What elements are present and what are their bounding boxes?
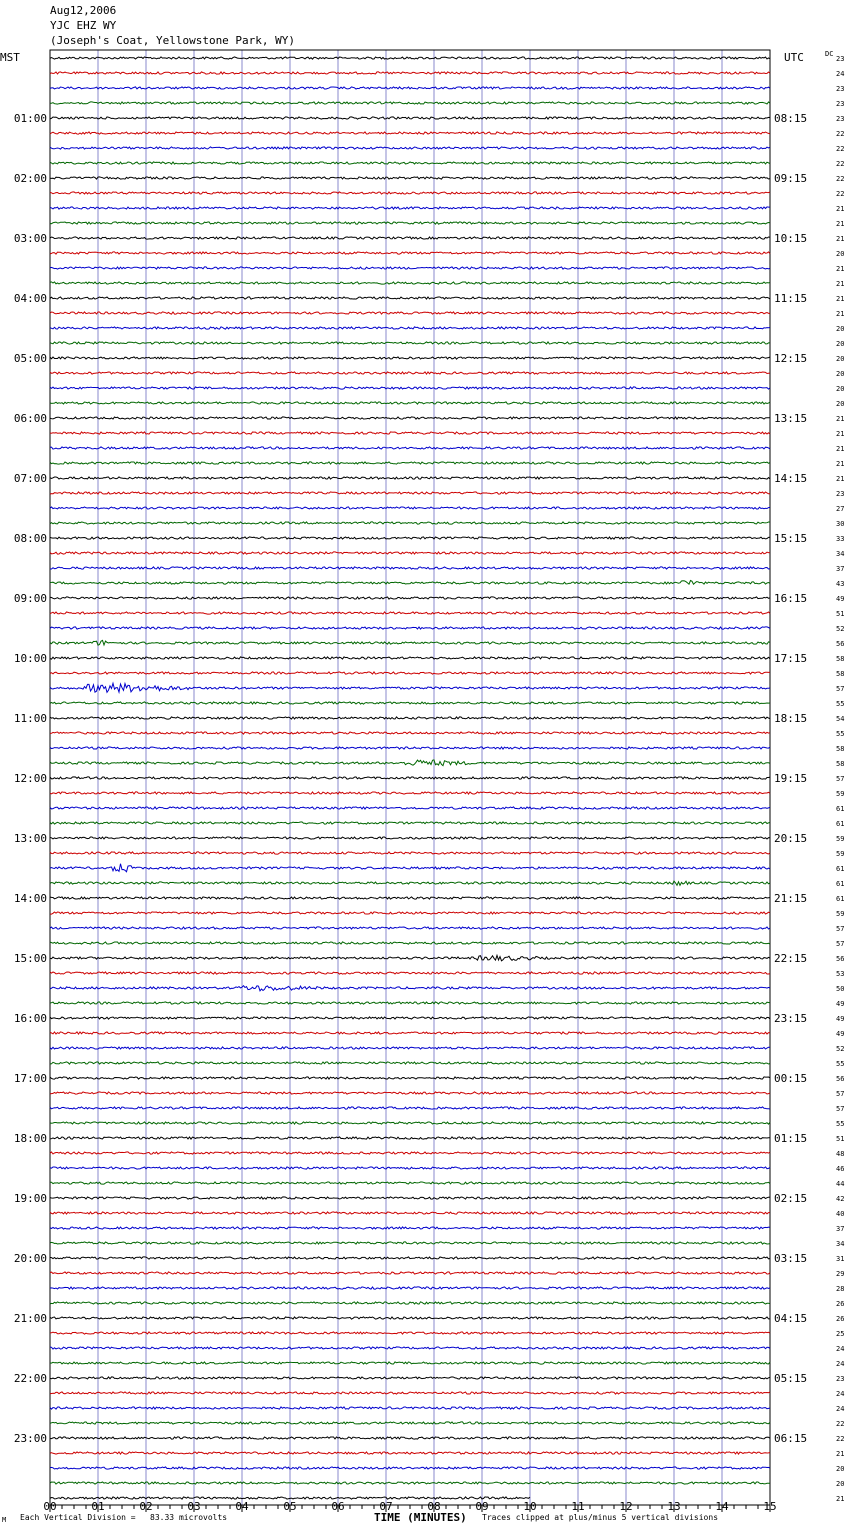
dc-offset-label: 49 xyxy=(836,1030,845,1038)
dc-offset-label: 20 xyxy=(836,250,845,258)
left-hour-label: 04:00 xyxy=(13,292,47,305)
seismic-trace xyxy=(50,777,770,779)
seismic-trace xyxy=(50,581,770,585)
seismic-trace xyxy=(50,702,770,704)
dc-offset-label: 56 xyxy=(836,1075,845,1083)
left-timezone-label: MST xyxy=(0,51,20,64)
dc-offset-label: 56 xyxy=(836,955,845,963)
dc-offset-label: 24 xyxy=(836,1345,845,1353)
station-code: YJC EHZ WY xyxy=(50,19,117,32)
seismic-trace xyxy=(50,267,770,269)
right-hour-label: 23:15 xyxy=(774,1012,808,1025)
dc-offset-label: 57 xyxy=(836,685,845,693)
dc-offset-label: 31 xyxy=(836,1255,845,1263)
dc-offset-label: 21 xyxy=(836,280,845,288)
seismic-trace xyxy=(50,522,770,524)
seismic-trace xyxy=(50,717,770,719)
dc-offset-label: 40 xyxy=(836,1210,845,1218)
seismic-trace xyxy=(50,1032,770,1034)
x-tick-label: 08 xyxy=(427,1500,441,1513)
dc-offset-label: 20 xyxy=(836,340,845,348)
right-hour-label: 21:15 xyxy=(774,892,808,905)
right-hour-label: 09:15 xyxy=(774,172,808,185)
seismic-trace xyxy=(50,732,770,734)
x-tick-label: 02 xyxy=(139,1500,153,1513)
seismic-trace xyxy=(50,807,770,809)
dc-offset-label: 23 xyxy=(836,490,845,498)
seismic-trace xyxy=(50,102,770,104)
left-hour-label: 18:00 xyxy=(13,1132,47,1145)
dc-offset-label: 57 xyxy=(836,1105,845,1113)
dc-offset-label: 51 xyxy=(836,1135,845,1143)
dc-offset-label: 21 xyxy=(836,1450,845,1458)
dc-offset-label: 23 xyxy=(836,85,845,93)
dc-offset-label: 54 xyxy=(836,715,845,723)
right-hour-label: 04:15 xyxy=(774,1312,808,1325)
seismic-trace xyxy=(50,672,770,674)
seismic-trace xyxy=(50,192,770,194)
dc-offset-label: 22 xyxy=(836,145,845,153)
seismic-trace xyxy=(50,252,770,254)
x-tick-label: 06 xyxy=(331,1500,345,1513)
seismic-trace xyxy=(50,1377,770,1379)
seismic-trace xyxy=(50,57,770,59)
left-hour-label: 09:00 xyxy=(13,592,47,605)
seismic-trace xyxy=(50,1077,770,1079)
seismic-trace xyxy=(50,897,770,899)
seismic-trace xyxy=(50,162,770,164)
seismic-trace xyxy=(50,1362,770,1364)
x-tick-label: 03 xyxy=(187,1500,201,1513)
dc-offset-label: 57 xyxy=(836,925,845,933)
left-hour-label: 03:00 xyxy=(13,232,47,245)
left-hour-label: 22:00 xyxy=(13,1372,47,1385)
dc-offset-label: 61 xyxy=(836,865,845,873)
seismic-trace xyxy=(50,552,770,554)
left-hour-label: 05:00 xyxy=(13,352,47,365)
seismic-trace xyxy=(50,462,770,464)
seismic-trace xyxy=(50,864,770,872)
dc-offset-label: 52 xyxy=(836,1045,845,1053)
dc-offset-label: 37 xyxy=(836,565,845,573)
dc-offset-label: 61 xyxy=(836,895,845,903)
right-hour-label: 17:15 xyxy=(774,652,808,665)
seismic-trace xyxy=(50,1332,770,1334)
seismic-trace xyxy=(50,1392,770,1394)
right-hour-label: 00:15 xyxy=(774,1072,808,1085)
left-hour-label: 16:00 xyxy=(13,1012,47,1025)
dc-offset-label: 33 xyxy=(836,535,845,543)
left-hour-label: 14:00 xyxy=(13,892,47,905)
dc-offset-label: 24 xyxy=(836,1360,845,1368)
seismic-trace xyxy=(50,1407,770,1409)
dc-offset-label: 58 xyxy=(836,745,845,753)
dc-offset-label: 51 xyxy=(836,610,845,618)
right-hour-label: 02:15 xyxy=(774,1192,808,1205)
left-hour-label: 23:00 xyxy=(13,1432,47,1445)
seismic-trace xyxy=(50,1437,770,1439)
right-hour-label: 19:15 xyxy=(774,772,808,785)
dc-offset-label: 21 xyxy=(836,220,845,228)
dc-offset-label: 20 xyxy=(836,325,845,333)
x-tick-label: 13 xyxy=(667,1500,681,1513)
dc-offset-label: 25 xyxy=(836,1330,845,1338)
seismic-trace xyxy=(50,372,770,374)
left-hour-label: 01:00 xyxy=(13,112,47,125)
dc-offset-label: 28 xyxy=(836,1285,845,1293)
seismic-trace xyxy=(50,1167,770,1169)
dc-offset-label: 22 xyxy=(836,1435,845,1443)
seismic-trace xyxy=(50,927,770,929)
seismic-trace xyxy=(50,432,770,434)
dc-offset-label: 23 xyxy=(836,1375,845,1383)
dc-offset-label: 34 xyxy=(836,550,845,558)
seismic-trace xyxy=(50,1317,770,1319)
right-hour-label: 18:15 xyxy=(774,712,808,725)
dc-offset-label: 24 xyxy=(836,1390,845,1398)
seismic-trace xyxy=(50,117,770,119)
seismic-trace xyxy=(50,1197,770,1199)
dc-offset-label: 49 xyxy=(836,595,845,603)
seismic-trace xyxy=(50,207,770,209)
dc-offset-label: 26 xyxy=(836,1300,845,1308)
seismic-trace xyxy=(50,972,770,974)
dc-offset-label: 59 xyxy=(836,850,845,858)
dc-offset-label: 20 xyxy=(836,1465,845,1473)
seismic-trace xyxy=(50,447,770,449)
dc-offset-label: 29 xyxy=(836,1270,845,1278)
dc-offset-label: 52 xyxy=(836,625,845,633)
seismic-trace xyxy=(50,237,770,239)
seismic-trace xyxy=(50,760,770,766)
seismic-trace xyxy=(50,87,770,89)
dc-offset-label: 21 xyxy=(836,460,845,468)
dc-offset-label: 37 xyxy=(836,1225,845,1233)
seismic-trace xyxy=(50,1482,770,1484)
seismic-trace xyxy=(50,640,770,645)
seismic-trace xyxy=(50,1137,770,1139)
dc-offset-label: 22 xyxy=(836,130,845,138)
vertical-division-note: Each Vertical Division = 83.33 microvolts xyxy=(20,1513,228,1522)
seismic-trace xyxy=(50,387,770,389)
left-hour-label: 13:00 xyxy=(13,832,47,845)
seismic-trace xyxy=(50,312,770,314)
x-tick-label: 10 xyxy=(523,1500,537,1513)
seismic-trace xyxy=(50,417,770,419)
left-hour-label: 12:00 xyxy=(13,772,47,785)
right-timezone-label: UTC xyxy=(784,51,804,64)
right-hour-label: 11:15 xyxy=(774,292,808,305)
left-hour-label: 02:00 xyxy=(13,172,47,185)
left-hour-label: 19:00 xyxy=(13,1192,47,1205)
seismic-trace xyxy=(50,342,770,344)
seismic-trace xyxy=(50,1227,770,1229)
dc-offset-label: 22 xyxy=(836,160,845,168)
x-tick-label: 09 xyxy=(475,1500,489,1513)
seismic-trace xyxy=(50,1017,770,1019)
dc-offset-label: 24 xyxy=(836,1405,845,1413)
seismic-trace xyxy=(50,1287,770,1289)
seismic-trace xyxy=(50,837,770,839)
seismic-trace xyxy=(50,1122,770,1124)
dc-offset-label: 61 xyxy=(836,880,845,888)
seismic-trace xyxy=(50,612,770,614)
seismic-trace xyxy=(50,72,770,74)
seismic-trace xyxy=(50,1347,770,1349)
seismic-trace xyxy=(50,477,770,479)
dc-offset-label: 24 xyxy=(836,70,845,78)
dc-offset-label: 57 xyxy=(836,1090,845,1098)
seismic-trace xyxy=(50,1272,770,1274)
right-hour-label: 10:15 xyxy=(774,232,808,245)
dc-offset-label: 55 xyxy=(836,700,845,708)
seismic-trace xyxy=(50,822,770,824)
x-tick-label: 01 xyxy=(91,1500,105,1513)
dc-header-label: DC xyxy=(825,50,834,58)
right-hour-label: 14:15 xyxy=(774,472,808,485)
seismic-trace xyxy=(50,657,770,659)
seismic-trace xyxy=(50,1107,770,1109)
dc-offset-label: 20 xyxy=(836,385,845,393)
seismic-trace xyxy=(50,567,770,569)
left-hour-label: 10:00 xyxy=(13,652,47,665)
seismic-trace xyxy=(50,1302,770,1304)
seismic-trace xyxy=(50,792,770,794)
seismic-trace xyxy=(50,177,770,179)
clip-note: Traces clipped at plus/minus 5 vertical divisions xyxy=(482,1513,719,1522)
dc-offset-label: 58 xyxy=(836,760,845,768)
x-axis-title: TIME (MINUTES) xyxy=(374,1511,467,1524)
dc-offset-label: 21 xyxy=(836,1495,845,1503)
left-hour-label: 07:00 xyxy=(13,472,47,485)
seismic-trace xyxy=(50,507,770,509)
dc-offset-label: 23 xyxy=(836,115,845,123)
seismic-trace xyxy=(50,1242,770,1244)
right-hour-label: 12:15 xyxy=(774,352,808,365)
dc-offset-label: 50 xyxy=(836,985,845,993)
seismic-trace xyxy=(50,747,770,749)
seismic-trace xyxy=(50,282,770,284)
seismic-trace xyxy=(50,1467,770,1469)
right-hour-label: 13:15 xyxy=(774,412,808,425)
dc-offset-label: 42 xyxy=(836,1195,845,1203)
dc-offset-label: 20 xyxy=(836,355,845,363)
left-hour-label: 06:00 xyxy=(13,412,47,425)
seismic-trace xyxy=(50,986,770,991)
right-hour-label: 03:15 xyxy=(774,1252,808,1265)
dc-offset-label: 53 xyxy=(836,970,845,978)
seismic-trace xyxy=(50,1257,770,1259)
left-hour-label: 20:00 xyxy=(13,1252,47,1265)
seismic-trace xyxy=(50,492,770,494)
dc-offset-label: 20 xyxy=(836,1480,845,1488)
dc-offset-label: 26 xyxy=(836,1315,845,1323)
dc-offset-label: 34 xyxy=(836,1240,845,1248)
dc-offset-label: 23 xyxy=(836,100,845,108)
seismic-trace xyxy=(50,683,770,692)
seismic-trace xyxy=(50,357,770,359)
dc-offset-label: 20 xyxy=(836,370,845,378)
seismic-trace xyxy=(50,327,770,329)
dc-offset-label: 22 xyxy=(836,1420,845,1428)
station-location: (Joseph's Coat, Yellowstone Park, WY) xyxy=(50,34,296,47)
seismic-trace xyxy=(50,627,770,629)
dc-offset-label: 22 xyxy=(836,175,845,183)
seismic-trace xyxy=(50,1062,770,1064)
dc-offset-label: 57 xyxy=(836,940,845,948)
record-date: Aug12,2006 xyxy=(50,4,117,17)
right-hour-label: 16:15 xyxy=(774,592,808,605)
right-hour-label: 05:15 xyxy=(774,1372,808,1385)
dc-offset-label: 61 xyxy=(836,805,845,813)
dc-offset-label: 49 xyxy=(836,1000,845,1008)
dc-offset-label: 20 xyxy=(836,400,845,408)
left-hour-label: 21:00 xyxy=(13,1312,47,1325)
dc-offset-label: 23 xyxy=(836,55,845,63)
seismic-trace xyxy=(50,881,770,885)
left-hour-label: 17:00 xyxy=(13,1072,47,1085)
dc-offset-label: 21 xyxy=(836,265,845,273)
right-hour-label: 22:15 xyxy=(774,952,808,965)
seismic-trace xyxy=(50,1182,770,1184)
dc-offset-label: 59 xyxy=(836,790,845,798)
seismic-trace xyxy=(50,1002,770,1004)
right-hour-label: 01:15 xyxy=(774,1132,808,1145)
left-hour-label: 08:00 xyxy=(13,532,47,545)
x-tick-label: 11 xyxy=(571,1500,585,1513)
x-tick-label: 07 xyxy=(379,1500,393,1513)
dc-offset-label: 48 xyxy=(836,1150,845,1158)
dc-offset-label: 21 xyxy=(836,205,845,213)
seismic-trace xyxy=(50,1152,770,1154)
dc-offset-label: 56 xyxy=(836,640,845,648)
right-hour-label: 08:15 xyxy=(774,112,808,125)
dc-offset-label: 58 xyxy=(836,670,845,678)
seismic-trace xyxy=(50,147,770,149)
x-tick-label: 15 xyxy=(763,1500,777,1513)
x-tick-label: 00 xyxy=(43,1500,57,1513)
dc-offset-label: 43 xyxy=(836,580,845,588)
dc-offset-label: 21 xyxy=(836,475,845,483)
dc-offset-label: 21 xyxy=(836,310,845,318)
dc-offset-label: 59 xyxy=(836,910,845,918)
seismic-trace xyxy=(50,852,770,854)
corner-mark: M xyxy=(2,1516,7,1524)
dc-offset-label: 21 xyxy=(836,235,845,243)
seismic-trace xyxy=(50,1212,770,1214)
dc-offset-label: 21 xyxy=(836,445,845,453)
x-tick-label: 05 xyxy=(283,1500,297,1513)
dc-offset-label: 59 xyxy=(836,835,845,843)
seismic-trace xyxy=(50,912,770,914)
x-tick-label: 12 xyxy=(619,1500,633,1513)
left-hour-label: 11:00 xyxy=(13,712,47,725)
seismic-trace xyxy=(50,402,770,404)
x-tick-label: 04 xyxy=(235,1500,249,1513)
dc-offset-label: 57 xyxy=(836,775,845,783)
dc-offset-label: 58 xyxy=(836,655,845,663)
dc-offset-label: 21 xyxy=(836,430,845,438)
seismic-trace xyxy=(50,955,770,960)
dc-offset-label: 46 xyxy=(836,1165,845,1173)
seismic-trace xyxy=(50,1092,770,1094)
dc-offset-label: 55 xyxy=(836,1060,845,1068)
seismic-trace xyxy=(50,597,770,599)
dc-offset-label: 44 xyxy=(836,1180,845,1188)
right-hour-label: 06:15 xyxy=(774,1432,808,1445)
seismic-trace xyxy=(50,1422,770,1424)
dc-offset-label: 30 xyxy=(836,520,845,528)
seismic-trace xyxy=(50,1452,770,1454)
seismic-trace xyxy=(50,222,770,224)
dc-offset-label: 55 xyxy=(836,1120,845,1128)
dc-offset-label: 21 xyxy=(836,415,845,423)
dc-offset-label: 55 xyxy=(836,730,845,738)
seismic-trace xyxy=(50,942,770,944)
seismic-trace xyxy=(50,132,770,134)
dc-offset-label: 61 xyxy=(836,820,845,828)
seismic-trace xyxy=(50,297,770,299)
right-hour-label: 15:15 xyxy=(774,532,808,545)
right-hour-label: 20:15 xyxy=(774,832,808,845)
seismic-trace xyxy=(50,1047,770,1049)
dc-offset-label: 22 xyxy=(836,190,845,198)
left-hour-label: 15:00 xyxy=(13,952,47,965)
dc-offset-label: 27 xyxy=(836,505,845,513)
dc-offset-label: 21 xyxy=(836,295,845,303)
dc-offset-label: 49 xyxy=(836,1015,845,1023)
x-tick-label: 14 xyxy=(715,1500,729,1513)
seismic-trace xyxy=(50,537,770,539)
